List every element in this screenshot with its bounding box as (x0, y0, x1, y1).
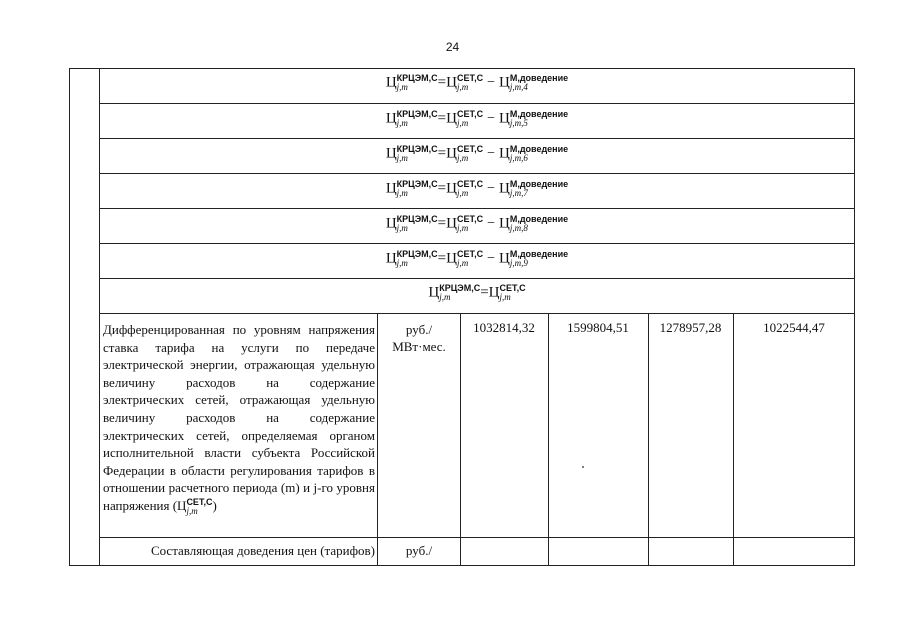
equals-sign: = (437, 145, 447, 162)
formula (99, 110, 855, 128)
lhs-sub: j,m (396, 118, 408, 128)
lhs-sup: КРЦЭМ,C (396, 109, 438, 119)
tariff-symbol-sub: j,m (186, 505, 198, 516)
rhs2-sub: j,m,8 (509, 223, 528, 233)
minus-sign: − (487, 146, 495, 162)
rhs2-sup: М,доведение (509, 144, 569, 154)
minus-sign: − (487, 75, 495, 91)
minus-sign: − (487, 181, 495, 197)
tariff-value-2: 1599804,51 (567, 320, 629, 335)
rhs1-sup: СЕТ,C (456, 214, 484, 224)
rhs1-base: Ц (446, 145, 457, 162)
formula (99, 250, 855, 268)
lhs-sub: j,m (396, 223, 408, 233)
equals-sign: = (437, 180, 447, 197)
rhs1-base: Ц (446, 74, 457, 91)
formula (99, 74, 855, 92)
tariff-description (103, 321, 375, 516)
col-divider-v3 (648, 314, 649, 566)
formula-row (99, 104, 855, 139)
lhs-sup: КРЦЭМ,C (396, 144, 438, 154)
rhs2-sub: j,m,4 (509, 82, 528, 92)
lhs-sub: j,m (396, 153, 408, 163)
rhs2-base: Ц (498, 180, 510, 197)
rhs2-sub: j,m,9 (509, 258, 528, 268)
equals-sign: = (437, 110, 447, 127)
formula-row (99, 244, 855, 279)
rhs1-base: Ц (446, 180, 457, 197)
final-rhs-sub: j,m (499, 292, 511, 302)
equals-sign: = (437, 250, 447, 267)
last-row-description: Составляющая доведения цен (тарифов) (150, 543, 375, 558)
rhs2-sup: М,доведение (509, 73, 569, 83)
formula (99, 215, 855, 233)
lhs-base: Ц (385, 180, 397, 197)
col-divider-v4 (733, 314, 734, 566)
rhs2-sup: М,доведение (509, 179, 569, 189)
tariff-symbol-base: Ц (177, 497, 187, 513)
rhs1-sub: j,m (456, 188, 469, 198)
lhs-base: Ц (385, 145, 397, 162)
formula (99, 145, 855, 163)
rhs1-sup: СЕТ,C (456, 73, 484, 83)
lhs-base: Ц (385, 250, 397, 267)
scan-speck (582, 466, 584, 468)
final-eq: = (480, 284, 489, 301)
rhs2-base: Ц (498, 110, 510, 127)
formula (99, 180, 855, 198)
rhs1-sup: СЕТ,C (456, 179, 484, 189)
lhs-base: Ц (385, 215, 397, 232)
tariff-value-1: 1032814,32 (473, 320, 535, 335)
rhs1-sup: СЕТ,C (456, 109, 484, 119)
rhs2-sup: М,доведение (509, 214, 569, 224)
rhs2-sup: М,доведение (509, 249, 569, 259)
equals-sign: = (437, 74, 447, 91)
rhs2-base: Ц (498, 145, 510, 162)
tariff-symbol (177, 496, 217, 516)
lhs-sup: КРЦЭМ,C (396, 214, 438, 224)
final-rhs-base: Ц (488, 284, 500, 301)
tariff-unit (378, 321, 460, 355)
rhs1-sub: j,m (456, 223, 469, 233)
rhs1-sub: j,m (456, 153, 469, 163)
rhs1-sup: СЕТ,C (456, 144, 484, 154)
minus-sign: − (487, 251, 495, 267)
final-formula-row (99, 279, 855, 314)
tariff-description-text: Дифференцированная по уровням напряжения ставка тарифа на услуги по передаче электрической энергии, отражающая удельную величину расходов на содержание электрических сетей, отражающая удельную величину расходов на содержание электрических сетей, определяемая органом исполнительной власти субъекта Российской Федерации в области регулирования тарифов в отношении расчетного периода (m) и j-го уровня напряжения ( (103, 322, 375, 513)
rhs1-base: Ц (446, 215, 457, 232)
final-lhs-base: Ц (428, 284, 440, 301)
rhs1-base: Ц (446, 250, 457, 267)
formula-row (99, 209, 855, 244)
final-lhs-sup: КРЦЭМ,C (439, 283, 481, 293)
col-divider-v2 (548, 314, 549, 566)
lhs-sub: j,m (396, 258, 408, 268)
lhs-sup: КРЦЭМ,C (396, 179, 438, 189)
equals-sign: = (437, 215, 447, 232)
rhs2-sub: j,m,7 (509, 188, 528, 198)
rhs1-sub: j,m (456, 258, 469, 268)
rhs1-base: Ц (446, 110, 457, 127)
rhs2-base: Ц (498, 215, 510, 232)
lhs-sub: j,m (396, 82, 408, 92)
rhs2-sub: j,m,6 (509, 153, 528, 163)
tariff-symbol-end: ) (212, 497, 217, 513)
minus-sign: − (487, 216, 495, 232)
tariff-unit-line1: руб./ (405, 322, 433, 337)
lhs-sub: j,m (396, 188, 408, 198)
final-formula (99, 284, 855, 302)
formula-row (99, 174, 855, 209)
final-rhs-sup: СЕТ,C (499, 283, 526, 293)
rhs2-base: Ц (498, 74, 510, 91)
rhs1-sup: СЕТ,C (456, 249, 484, 259)
formula-row (99, 68, 855, 104)
rhs2-sub: j,m,5 (509, 118, 528, 128)
minus-sign: − (487, 111, 495, 127)
col-divider-v1 (460, 314, 461, 566)
rhs1-sub: j,m (456, 82, 469, 92)
lhs-base: Ц (385, 110, 397, 127)
final-lhs-sub: j,m (439, 292, 451, 302)
row-divider (99, 537, 855, 538)
rhs2-base: Ц (498, 250, 510, 267)
rhs1-sub: j,m (456, 118, 469, 128)
page-number: 24 (445, 40, 460, 54)
tariff-unit-line2: МВт·мес. (392, 339, 446, 354)
lhs-sup: КРЦЭМ,C (396, 73, 438, 83)
tariff-value-4: 1022544,47 (763, 320, 825, 335)
formula-row (99, 139, 855, 174)
tariff-value-3: 1278957,28 (659, 320, 722, 335)
lhs-sup: КРЦЭМ,C (396, 249, 438, 259)
lhs-base: Ц (385, 74, 397, 91)
tariff-symbol-sup: СЕТ,C (186, 496, 213, 507)
rhs2-sup: М,доведение (509, 109, 569, 119)
last-row-unit: руб./ (405, 543, 433, 558)
